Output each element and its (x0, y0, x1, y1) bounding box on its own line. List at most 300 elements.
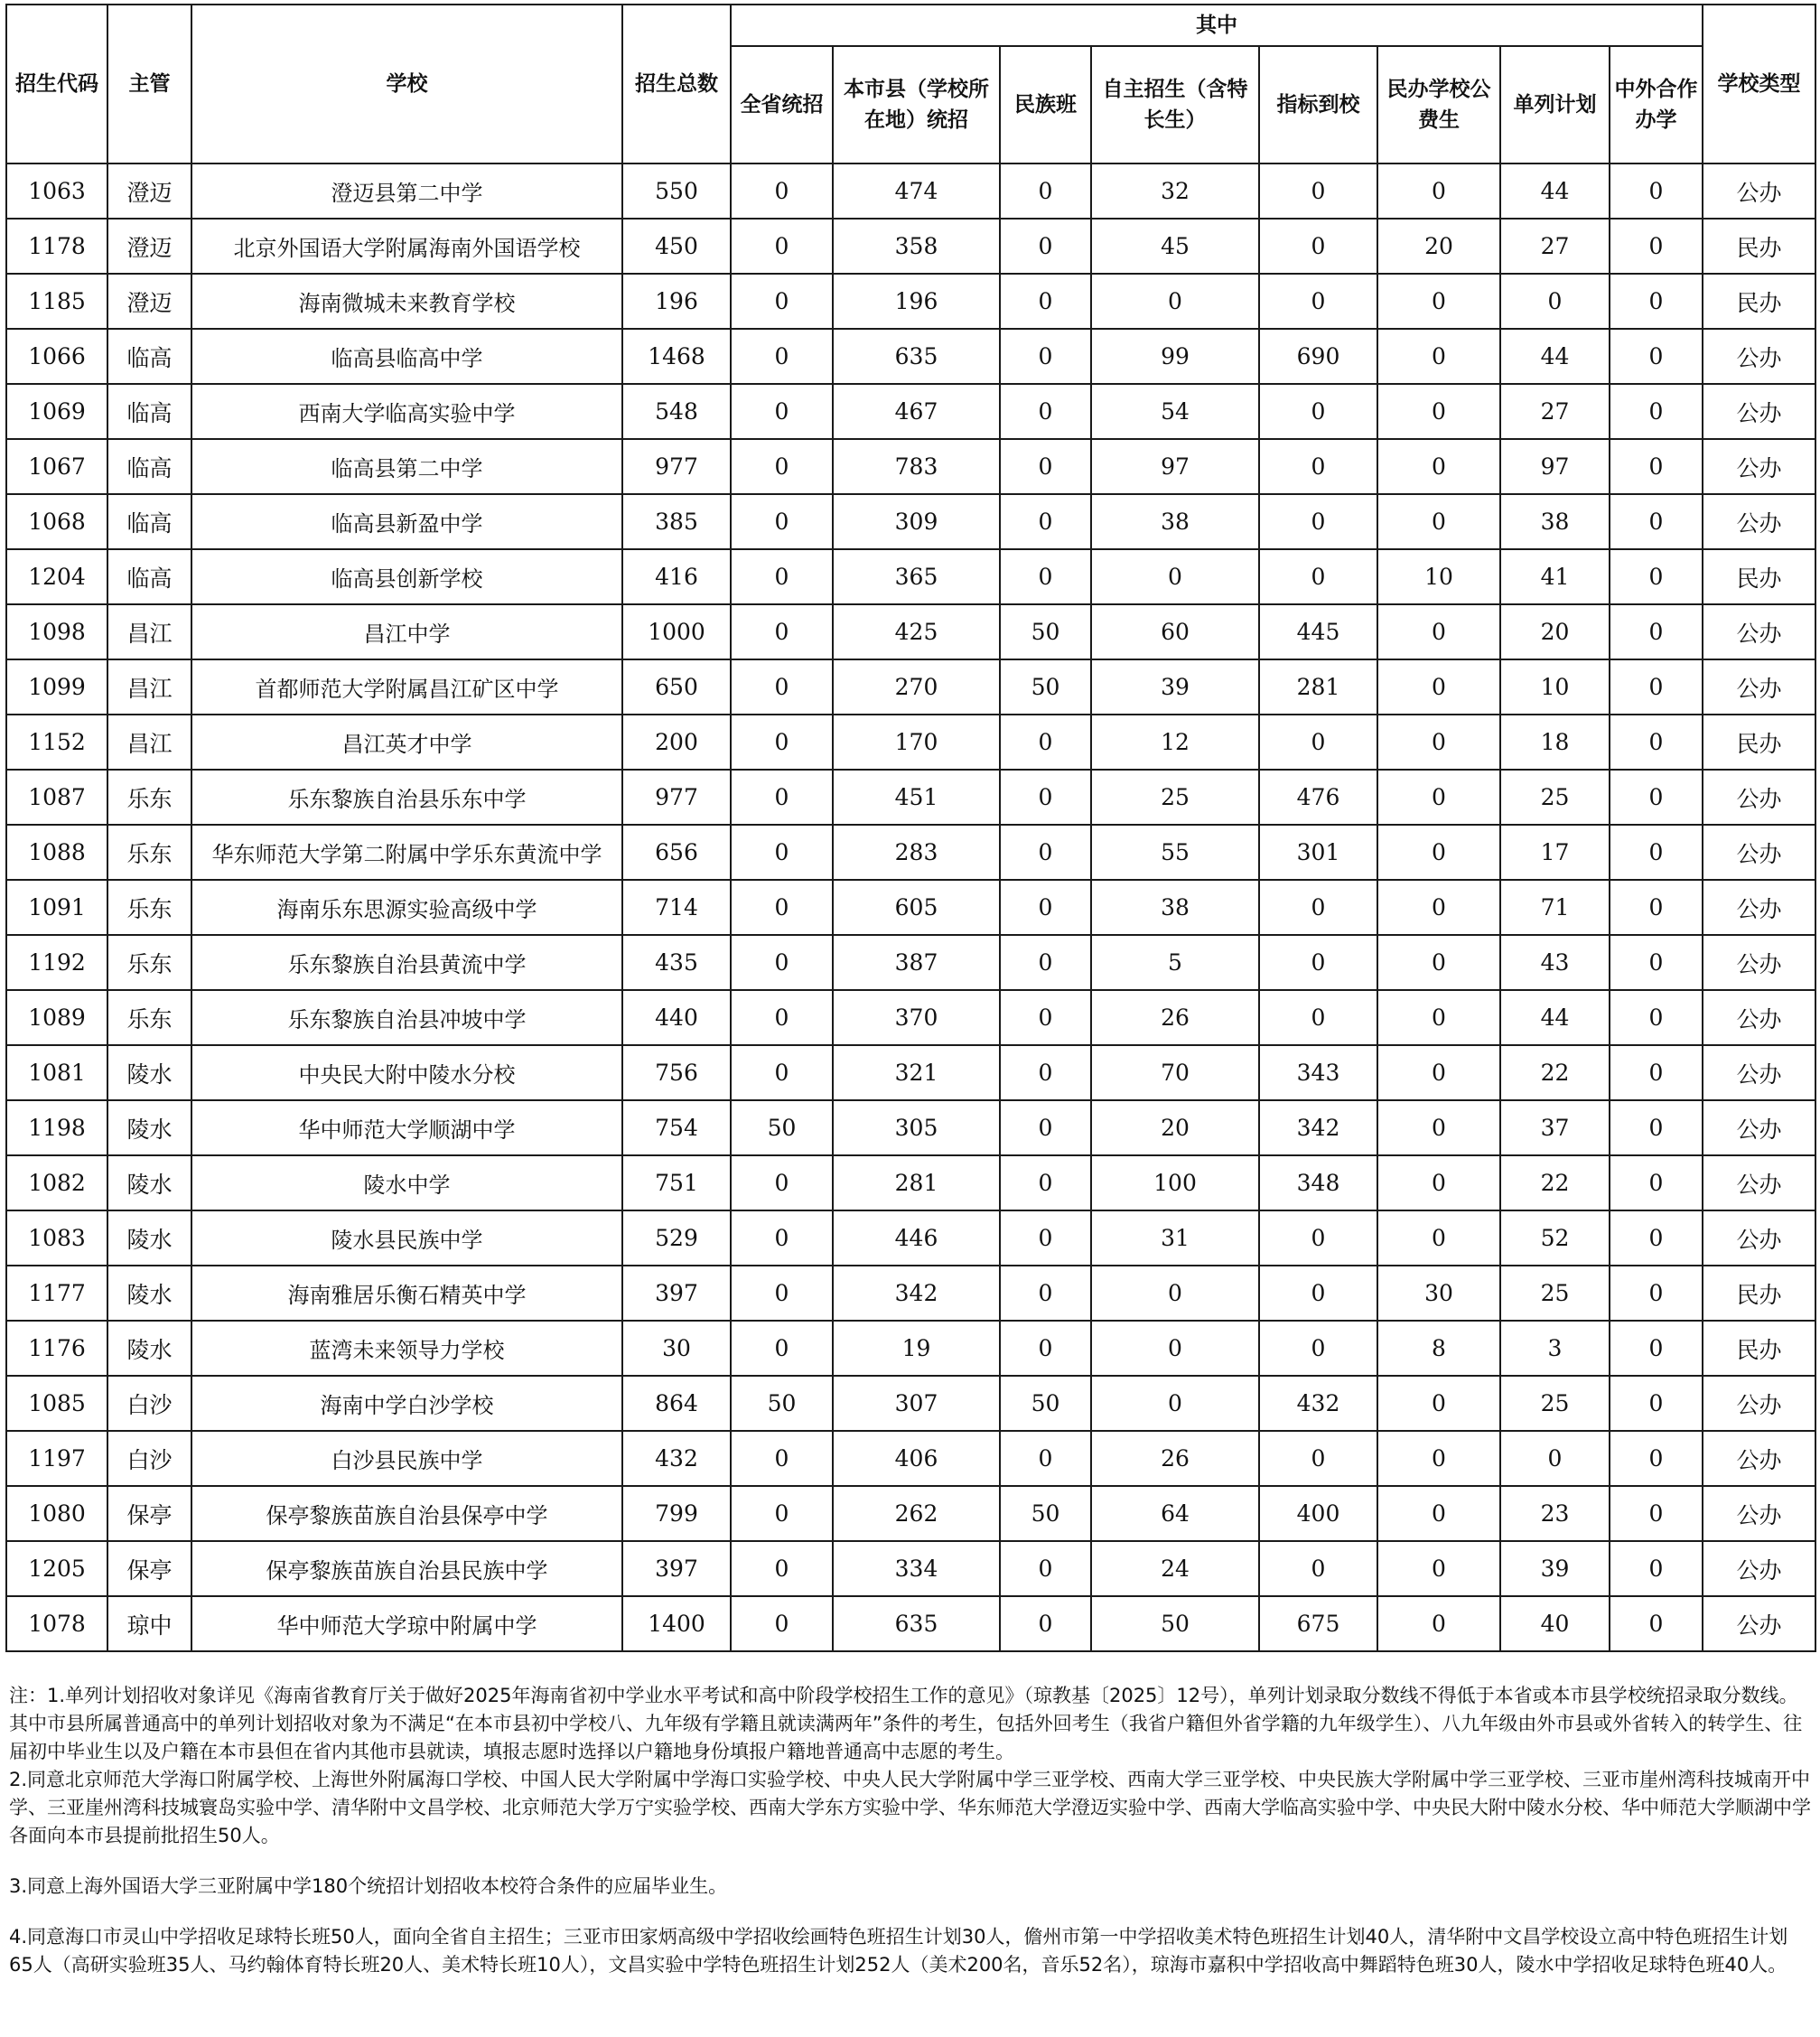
header-type: 学校类型 (1703, 5, 1815, 164)
cell-foreign: 0 (1610, 825, 1703, 880)
cell-private-public: 8 (1377, 1321, 1500, 1376)
cell-school: 西南大学临高实验中学 (191, 384, 622, 439)
cell-independent: 64 (1091, 1486, 1259, 1541)
cell-total: 1400 (622, 1596, 731, 1651)
cell-authority: 陵水 (107, 1100, 191, 1155)
cell-authority: 乐东 (107, 770, 191, 825)
cell-foreign: 0 (1610, 880, 1703, 935)
cell-ethnic: 0 (1000, 880, 1091, 935)
cell-total: 550 (622, 164, 731, 219)
cell-foreign: 0 (1610, 549, 1703, 604)
cell-private-public: 0 (1377, 384, 1500, 439)
cell-foreign: 0 (1610, 219, 1703, 274)
cell-private-public: 0 (1377, 659, 1500, 715)
cell-separate: 52 (1500, 1210, 1610, 1266)
cell-type: 公办 (1703, 1541, 1815, 1596)
cell-school: 保亭黎族苗族自治县保亭中学 (191, 1486, 622, 1541)
cell-province: 0 (731, 384, 833, 439)
cell-province: 0 (731, 990, 833, 1045)
cell-quota: 0 (1259, 219, 1377, 274)
cell-quota: 348 (1259, 1155, 1377, 1210)
cell-type: 公办 (1703, 770, 1815, 825)
cell-separate: 27 (1500, 384, 1610, 439)
cell-ethnic: 50 (1000, 659, 1091, 715)
cell-independent: 39 (1091, 659, 1259, 715)
cell-private-public: 0 (1377, 990, 1500, 1045)
cell-foreign: 0 (1610, 990, 1703, 1045)
cell-type: 民办 (1703, 549, 1815, 604)
cell-authority: 陵水 (107, 1045, 191, 1100)
cell-private-public: 0 (1377, 494, 1500, 549)
cell-local: 309 (833, 494, 1000, 549)
cell-local: 270 (833, 659, 1000, 715)
header-code: 招生代码 (6, 5, 107, 164)
cell-code: 1099 (6, 659, 107, 715)
cell-type: 公办 (1703, 604, 1815, 659)
cell-independent: 26 (1091, 990, 1259, 1045)
table-row (6, 1266, 1815, 1321)
header-province: 全省统招 (731, 46, 833, 164)
cell-separate: 0 (1500, 274, 1610, 329)
cell-authority: 乐东 (107, 935, 191, 990)
cell-school: 海南乐东思源实验高级中学 (191, 880, 622, 935)
cell-authority: 陵水 (107, 1321, 191, 1376)
cell-ethnic: 0 (1000, 1321, 1091, 1376)
cell-province: 0 (731, 1541, 833, 1596)
cell-quota: 445 (1259, 604, 1377, 659)
cell-foreign: 0 (1610, 1266, 1703, 1321)
cell-type: 公办 (1703, 825, 1815, 880)
cell-authority: 澄迈 (107, 219, 191, 274)
cell-foreign: 0 (1610, 274, 1703, 329)
cell-independent: 20 (1091, 1100, 1259, 1155)
cell-province: 0 (731, 1486, 833, 1541)
cell-local: 358 (833, 219, 1000, 274)
table-row (6, 1486, 1815, 1541)
cell-quota: 0 (1259, 439, 1377, 494)
cell-authority: 临高 (107, 384, 191, 439)
table-row (6, 549, 1815, 604)
cell-ethnic: 50 (1000, 1486, 1091, 1541)
cell-quota: 342 (1259, 1100, 1377, 1155)
cell-quota: 281 (1259, 659, 1377, 715)
cell-authority: 陵水 (107, 1210, 191, 1266)
cell-total: 799 (622, 1486, 731, 1541)
cell-school: 澄迈县第二中学 (191, 164, 622, 219)
cell-separate: 25 (1500, 1376, 1610, 1431)
cell-quota: 343 (1259, 1045, 1377, 1100)
cell-private-public: 0 (1377, 1210, 1500, 1266)
cell-total: 432 (622, 1431, 731, 1486)
cell-code: 1087 (6, 770, 107, 825)
cell-quota: 0 (1259, 1321, 1377, 1376)
cell-ethnic: 0 (1000, 1431, 1091, 1486)
cell-code: 1082 (6, 1155, 107, 1210)
cell-type: 公办 (1703, 164, 1815, 219)
cell-ethnic: 0 (1000, 1596, 1091, 1651)
cell-authority: 临高 (107, 439, 191, 494)
cell-foreign: 0 (1610, 1431, 1703, 1486)
cell-total: 864 (622, 1376, 731, 1431)
cell-type: 民办 (1703, 715, 1815, 770)
cell-independent: 25 (1091, 770, 1259, 825)
cell-separate: 38 (1500, 494, 1610, 549)
cell-independent: 50 (1091, 1596, 1259, 1651)
cell-private-public: 0 (1377, 439, 1500, 494)
cell-total: 385 (622, 494, 731, 549)
cell-school: 海南微城未来教育学校 (191, 274, 622, 329)
cell-foreign: 0 (1610, 1541, 1703, 1596)
cell-total: 435 (622, 935, 731, 990)
cell-authority: 琼中 (107, 1596, 191, 1651)
cell-type: 公办 (1703, 1155, 1815, 1210)
cell-total: 977 (622, 439, 731, 494)
cell-ethnic: 50 (1000, 604, 1091, 659)
cell-ethnic: 0 (1000, 935, 1091, 990)
cell-separate: 39 (1500, 1541, 1610, 1596)
cell-private-public: 0 (1377, 329, 1500, 384)
cell-authority: 乐东 (107, 880, 191, 935)
cell-private-public: 20 (1377, 219, 1500, 274)
cell-code: 1098 (6, 604, 107, 659)
cell-separate: 18 (1500, 715, 1610, 770)
cell-authority: 陵水 (107, 1155, 191, 1210)
cell-province: 0 (731, 1266, 833, 1321)
cell-independent: 38 (1091, 880, 1259, 935)
table-row (6, 274, 1815, 329)
cell-school: 白沙县民族中学 (191, 1431, 622, 1486)
header-independent: 自主招生（含特长生） (1091, 46, 1259, 164)
cell-independent: 12 (1091, 715, 1259, 770)
cell-quota: 400 (1259, 1486, 1377, 1541)
cell-private-public: 0 (1377, 935, 1500, 990)
cell-local: 305 (833, 1100, 1000, 1155)
cell-private-public: 0 (1377, 1486, 1500, 1541)
cell-type: 公办 (1703, 1100, 1815, 1155)
cell-total: 754 (622, 1100, 731, 1155)
cell-total: 656 (622, 825, 731, 880)
cell-independent: 54 (1091, 384, 1259, 439)
cell-province: 0 (731, 274, 833, 329)
cell-ethnic: 0 (1000, 274, 1091, 329)
cell-province: 50 (731, 1100, 833, 1155)
cell-school: 临高县新盈中学 (191, 494, 622, 549)
cell-school: 临高县创新学校 (191, 549, 622, 604)
table-row (6, 990, 1815, 1045)
cell-separate: 44 (1500, 329, 1610, 384)
cell-type: 公办 (1703, 329, 1815, 384)
cell-local: 451 (833, 770, 1000, 825)
cell-ethnic: 0 (1000, 1266, 1091, 1321)
table-header (6, 5, 1815, 164)
cell-province: 0 (731, 494, 833, 549)
cell-separate: 25 (1500, 770, 1610, 825)
cell-independent: 0 (1091, 549, 1259, 604)
cell-local: 425 (833, 604, 1000, 659)
table-row (6, 1376, 1815, 1431)
cell-separate: 44 (1500, 990, 1610, 1045)
cell-quota: 0 (1259, 549, 1377, 604)
cell-private-public: 0 (1377, 1431, 1500, 1486)
cell-ethnic: 0 (1000, 329, 1091, 384)
note-1: 注：1.单列计划招收对象详见《海南省教育厅关于做好2025年海南省初中学业水平考试和高中阶段学校招生工作的意见》（琼教基〔2025〕12号），单列计划录取分数线不得低于本省或本市县学校统招录取分数线。其中市县所属普通高中的单列计划招收对象为不满足“在本市县初中学校八、九年级有学籍且就读满两年”条件的考生，包括外回考生（我省户籍但外省学籍的九年级学生）、八九年级由外市县或外省转入的转学生、往届初中毕业生以及户籍在本市县但在省内其他市县就读，填报志愿时选择以户籍地身份填报户籍地普通高中志愿的考生。 (9, 1685, 1803, 1762)
cell-authority: 昌江 (107, 604, 191, 659)
cell-school: 首都师范大学附属昌江矿区中学 (191, 659, 622, 715)
table-row (6, 1431, 1815, 1486)
cell-school: 昌江英才中学 (191, 715, 622, 770)
cell-independent: 97 (1091, 439, 1259, 494)
cell-local: 635 (833, 329, 1000, 384)
cell-school: 昌江中学 (191, 604, 622, 659)
cell-private-public: 0 (1377, 604, 1500, 659)
cell-type: 公办 (1703, 1431, 1815, 1486)
cell-ethnic: 0 (1000, 990, 1091, 1045)
cell-type: 民办 (1703, 219, 1815, 274)
cell-ethnic: 0 (1000, 439, 1091, 494)
cell-province: 50 (731, 1376, 833, 1431)
cell-type: 公办 (1703, 659, 1815, 715)
cell-total: 751 (622, 1155, 731, 1210)
cell-type: 公办 (1703, 1486, 1815, 1541)
cell-school: 乐东黎族自治县乐东中学 (191, 770, 622, 825)
note-2: 2.同意北京师范大学海口附属学校、上海世外附属海口学校、中国人民大学附属中学海口实验学校、中央人民大学附属中学三亚学校、西南大学三亚学校、中央民族大学附属中学三亚学校、三亚市崖州湾科技城南开中学、三亚崖州湾科技城寰岛实验中学、清华附中文昌学校、北京师范大学万宁实验学校、西南大学东方实验中学、华东师范大学澄迈实验中学、西南大学临高实验中学、中央民大附中陵水分校、华中师范大学顺湖中学各面向本市县提前批招生50人。 (9, 1769, 1811, 1846)
cell-local: 262 (833, 1486, 1000, 1541)
cell-independent: 60 (1091, 604, 1259, 659)
table-row (6, 164, 1815, 219)
cell-code: 1083 (6, 1210, 107, 1266)
table-row (6, 1155, 1815, 1210)
header-local: 本市县（学校所在地）统招 (833, 46, 1000, 164)
table-body (6, 164, 1815, 1651)
cell-authority: 临高 (107, 329, 191, 384)
cell-total: 416 (622, 549, 731, 604)
cell-total: 1468 (622, 329, 731, 384)
note-3: 3.同意上海外国语大学三亚附属中学180个统招计划招收本校符合条件的应届毕业生。 (9, 1875, 728, 1897)
cell-foreign: 0 (1610, 439, 1703, 494)
cell-ethnic: 0 (1000, 164, 1091, 219)
cell-private-public: 0 (1377, 880, 1500, 935)
cell-school: 陵水县民族中学 (191, 1210, 622, 1266)
cell-local: 370 (833, 990, 1000, 1045)
cell-school: 乐东黎族自治县冲坡中学 (191, 990, 622, 1045)
cell-ethnic: 0 (1000, 1100, 1091, 1155)
cell-private-public: 0 (1377, 1376, 1500, 1431)
cell-quota: 0 (1259, 935, 1377, 990)
cell-private-public: 0 (1377, 1596, 1500, 1651)
cell-private-public: 0 (1377, 1045, 1500, 1100)
cell-ethnic: 0 (1000, 825, 1091, 880)
cell-type: 公办 (1703, 384, 1815, 439)
cell-total: 529 (622, 1210, 731, 1266)
cell-school: 华中师范大学琼中附属中学 (191, 1596, 622, 1651)
table-row (6, 439, 1815, 494)
cell-local: 387 (833, 935, 1000, 990)
table-row (6, 880, 1815, 935)
cell-type: 公办 (1703, 935, 1815, 990)
cell-code: 1192 (6, 935, 107, 990)
header-foreign: 中外合作办学 (1610, 46, 1703, 164)
cell-province: 0 (731, 880, 833, 935)
table-row (6, 1596, 1815, 1651)
header-ethnic: 民族班 (1000, 46, 1091, 164)
cell-foreign: 0 (1610, 1376, 1703, 1431)
cell-local: 283 (833, 825, 1000, 880)
cell-authority: 白沙 (107, 1431, 191, 1486)
cell-local: 635 (833, 1596, 1000, 1651)
table-row (6, 659, 1815, 715)
cell-total: 196 (622, 274, 731, 329)
cell-separate: 97 (1500, 439, 1610, 494)
cell-quota: 690 (1259, 329, 1377, 384)
cell-code: 1068 (6, 494, 107, 549)
cell-code: 1078 (6, 1596, 107, 1651)
cell-separate: 3 (1500, 1321, 1610, 1376)
cell-independent: 0 (1091, 1321, 1259, 1376)
cell-school: 北京外国语大学附属海南外国语学校 (191, 219, 622, 274)
cell-local: 321 (833, 1045, 1000, 1100)
cell-ethnic: 0 (1000, 384, 1091, 439)
cell-separate: 40 (1500, 1596, 1610, 1651)
cell-foreign: 0 (1610, 1596, 1703, 1651)
header-group: 其中 (731, 5, 1703, 46)
header-quota: 指标到校 (1259, 46, 1377, 164)
cell-authority: 临高 (107, 494, 191, 549)
cell-foreign: 0 (1610, 770, 1703, 825)
cell-quota: 0 (1259, 384, 1377, 439)
table-row (6, 715, 1815, 770)
cell-code: 1063 (6, 164, 107, 219)
cell-local: 467 (833, 384, 1000, 439)
table-row (6, 494, 1815, 549)
cell-ethnic: 0 (1000, 219, 1091, 274)
cell-code: 1185 (6, 274, 107, 329)
cell-quota: 0 (1259, 494, 1377, 549)
cell-total: 1000 (622, 604, 731, 659)
cell-separate: 25 (1500, 1266, 1610, 1321)
cell-ethnic: 0 (1000, 1210, 1091, 1266)
cell-authority: 保亭 (107, 1486, 191, 1541)
cell-province: 0 (731, 1321, 833, 1376)
cell-local: 334 (833, 1541, 1000, 1596)
cell-foreign: 0 (1610, 1100, 1703, 1155)
cell-independent: 5 (1091, 935, 1259, 990)
cell-foreign: 0 (1610, 494, 1703, 549)
cell-local: 196 (833, 274, 1000, 329)
cell-province: 0 (731, 1431, 833, 1486)
cell-code: 1088 (6, 825, 107, 880)
cell-private-public: 10 (1377, 549, 1500, 604)
cell-type: 公办 (1703, 1045, 1815, 1100)
cell-province: 0 (731, 439, 833, 494)
cell-quota: 301 (1259, 825, 1377, 880)
cell-code: 1178 (6, 219, 107, 274)
table-row (6, 329, 1815, 384)
table-row (6, 219, 1815, 274)
header-private-public: 民办学校公费生 (1377, 46, 1500, 164)
cell-code: 1085 (6, 1376, 107, 1431)
cell-ethnic: 50 (1000, 1376, 1091, 1431)
cell-independent: 70 (1091, 1045, 1259, 1100)
cell-foreign: 0 (1610, 329, 1703, 384)
cell-ethnic: 0 (1000, 1155, 1091, 1210)
table-row (6, 604, 1815, 659)
cell-school: 华中师范大学顺湖中学 (191, 1100, 622, 1155)
enrollment-plan-table (5, 4, 1816, 1652)
cell-foreign: 0 (1610, 1155, 1703, 1210)
cell-code: 1091 (6, 880, 107, 935)
cell-local: 446 (833, 1210, 1000, 1266)
cell-code: 1080 (6, 1486, 107, 1541)
cell-foreign: 0 (1610, 1210, 1703, 1266)
cell-local: 170 (833, 715, 1000, 770)
cell-authority: 乐东 (107, 990, 191, 1045)
cell-local: 342 (833, 1266, 1000, 1321)
cell-separate: 71 (1500, 880, 1610, 935)
cell-quota: 0 (1259, 1210, 1377, 1266)
cell-code: 1176 (6, 1321, 107, 1376)
cell-local: 605 (833, 880, 1000, 935)
cell-local: 474 (833, 164, 1000, 219)
cell-quota: 0 (1259, 1541, 1377, 1596)
cell-province: 0 (731, 770, 833, 825)
cell-school: 海南中学白沙学校 (191, 1376, 622, 1431)
cell-authority: 乐东 (107, 825, 191, 880)
cell-authority: 澄迈 (107, 274, 191, 329)
cell-private-public: 0 (1377, 825, 1500, 880)
cell-type: 公办 (1703, 494, 1815, 549)
cell-province: 0 (731, 935, 833, 990)
cell-private-public: 0 (1377, 715, 1500, 770)
cell-code: 1204 (6, 549, 107, 604)
cell-separate: 23 (1500, 1486, 1610, 1541)
cell-province: 0 (731, 329, 833, 384)
cell-separate: 22 (1500, 1045, 1610, 1100)
cell-type: 公办 (1703, 990, 1815, 1045)
cell-ethnic: 0 (1000, 770, 1091, 825)
cell-type: 公办 (1703, 1210, 1815, 1266)
cell-foreign: 0 (1610, 1486, 1703, 1541)
cell-authority: 陵水 (107, 1266, 191, 1321)
cell-foreign: 0 (1610, 659, 1703, 715)
cell-code: 1152 (6, 715, 107, 770)
cell-private-public: 0 (1377, 1155, 1500, 1210)
cell-total: 397 (622, 1541, 731, 1596)
cell-total: 397 (622, 1266, 731, 1321)
cell-quota: 432 (1259, 1376, 1377, 1431)
cell-separate: 10 (1500, 659, 1610, 715)
note-4: 4.同意海口市灵山中学招收足球特长班50人，面向全省自主招生；三亚市田家炳高级中学招收绘画特色班招生计划30人，儋州市第一中学招收美术特色班招生计划40人，清华附中文昌学校设立高中特色班招生计划65人（高研实验班35人、马约翰体育特长班20人、美术特长班10人），文昌实验中学特色班招生计划252人（美术200名，音乐52名），琼海市嘉积中学招收高中舞蹈特色班30人，陵水中学招收足球特色班40人。 (9, 1926, 1788, 1976)
cell-quota: 675 (1259, 1596, 1377, 1651)
cell-foreign: 0 (1610, 384, 1703, 439)
cell-code: 1066 (6, 329, 107, 384)
cell-separate: 37 (1500, 1100, 1610, 1155)
cell-independent: 0 (1091, 1376, 1259, 1431)
cell-type: 公办 (1703, 439, 1815, 494)
cell-quota: 476 (1259, 770, 1377, 825)
cell-foreign: 0 (1610, 935, 1703, 990)
cell-private-public: 0 (1377, 1541, 1500, 1596)
cell-ethnic: 0 (1000, 715, 1091, 770)
table-row (6, 1210, 1815, 1266)
cell-code: 1177 (6, 1266, 107, 1321)
cell-total: 714 (622, 880, 731, 935)
cell-total: 30 (622, 1321, 731, 1376)
cell-independent: 26 (1091, 1431, 1259, 1486)
cell-independent: 45 (1091, 219, 1259, 274)
cell-province: 0 (731, 549, 833, 604)
cell-authority: 澄迈 (107, 164, 191, 219)
cell-type: 民办 (1703, 1321, 1815, 1376)
